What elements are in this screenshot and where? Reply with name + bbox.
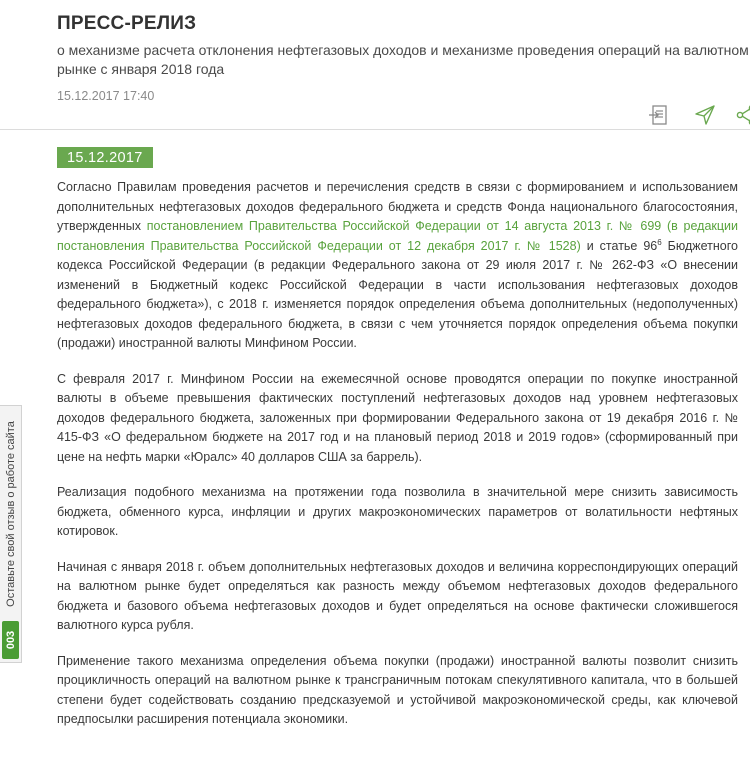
date-badge: 15.12.2017 [57,147,153,168]
feedback-counter: 003 [4,630,17,650]
paragraph-5: Применение такого механизма определения объема покупки (продажи) иностранной валюты позволит снизить процикличность операций на валютном рынке к трансграничным потокам спекулятивного капитала, что в большей степени будет содействовать созданию предсказуемой и устойчивой макроэкономической среды, как ключевой предпосылки расширения потенциала экономики. [57,653,738,726]
paragraph-2: С февраля 2017 г. Минфином России на ежемесячной основе проводятся операции по покупке иностранной валюты в объеме превышения фактических поступлений нефтегазовых доходов над уровнем нефтегазовых доходов федерального бюджета, заложенных при формировании Федерального закона от 19 декабря 2016 г. № 415-ФЗ «О федеральном бюджете на 2017 год и на плановый период 2018 и 2019 годов» (сформированный при цене на нефть марки «Юралс» 40 долларов США за баррель). [57,371,738,464]
send-icon[interactable] [693,103,717,127]
feedback-counter-badge [2,621,19,659]
page-title [57,41,750,79]
feedback-tab[interactable] [0,405,22,663]
title-line-2: рынке с января 2018 года [57,61,225,77]
paragraph-3: Реализация подобного механизма на протяжении года позволила в значительной мере снизить зависимость бюджета, обменного курса, инфляции и других макроэкономических параметров от волатильности нефтяных котировок. [57,485,738,538]
publish-timestamp: 15.12.2017 17:40 [57,89,155,103]
article-body [57,178,738,746]
share-icon[interactable] [734,103,750,127]
title-line-1: о механизме расчета отклонения нефтегазовых доходов и механизме проведения операций на валютном [57,42,749,58]
header [57,10,750,103]
paragraph-4: Начиная с января 2018 г. объем дополнительных нефтегазовых доходов и величина корреспондирующих операций на валютном рынке будет определяться как разность между объемом нефтегазовых доходов федерального бюджета и базового объема нефтегазовых доходов и будет определяться на основе фактически сложившегося валютного курса рубля. [57,559,738,632]
paragraph-1-text-b: и статье 96 [580,238,658,253]
paragraph-1-text-c: Бюджетного кодекса Российской Федерации (в редакции Федерального закона от 29 июля 2017 г. № 262-ФЗ «О внесении изменений в Бюджетный кодекс Российской Федерации в части использования нефтегазовых доходов федерального бюджета»), с 2018 г. изменяется порядок определения объема дополнительных (недополученных) нефтегазовых доходов федерального бюджета, в связи с чем уточняется порядок определения объема покупки (продажи) иностранной валюты Минфином России. [57,238,738,350]
paragraph-1-text-a: Согласно Правилам проведения расчетов и перечисления средств в связи с формированием и использованием дополнительных нефтегазовых доходов федерального бюджета и средств Фонда национального благосостояния, утвержденных [57,180,738,233]
feedback-label: Оставьте свой отзыв о работе сайта [5,421,17,607]
article-superscript: 6 [657,237,662,247]
decree-link[interactable]: постановлением Правительства Российской Федерации от 14 августа 2013 г. № 699 (в редакции постановления Правительства Российской Федерации от 12 декабря 2017 г. № 1528) [57,219,738,253]
print-icon[interactable] [648,103,672,127]
paragraph-1 [57,178,738,354]
header-divider [0,129,750,130]
press-release-kicker: ПРЕСС-РЕЛИЗ [57,13,197,34]
